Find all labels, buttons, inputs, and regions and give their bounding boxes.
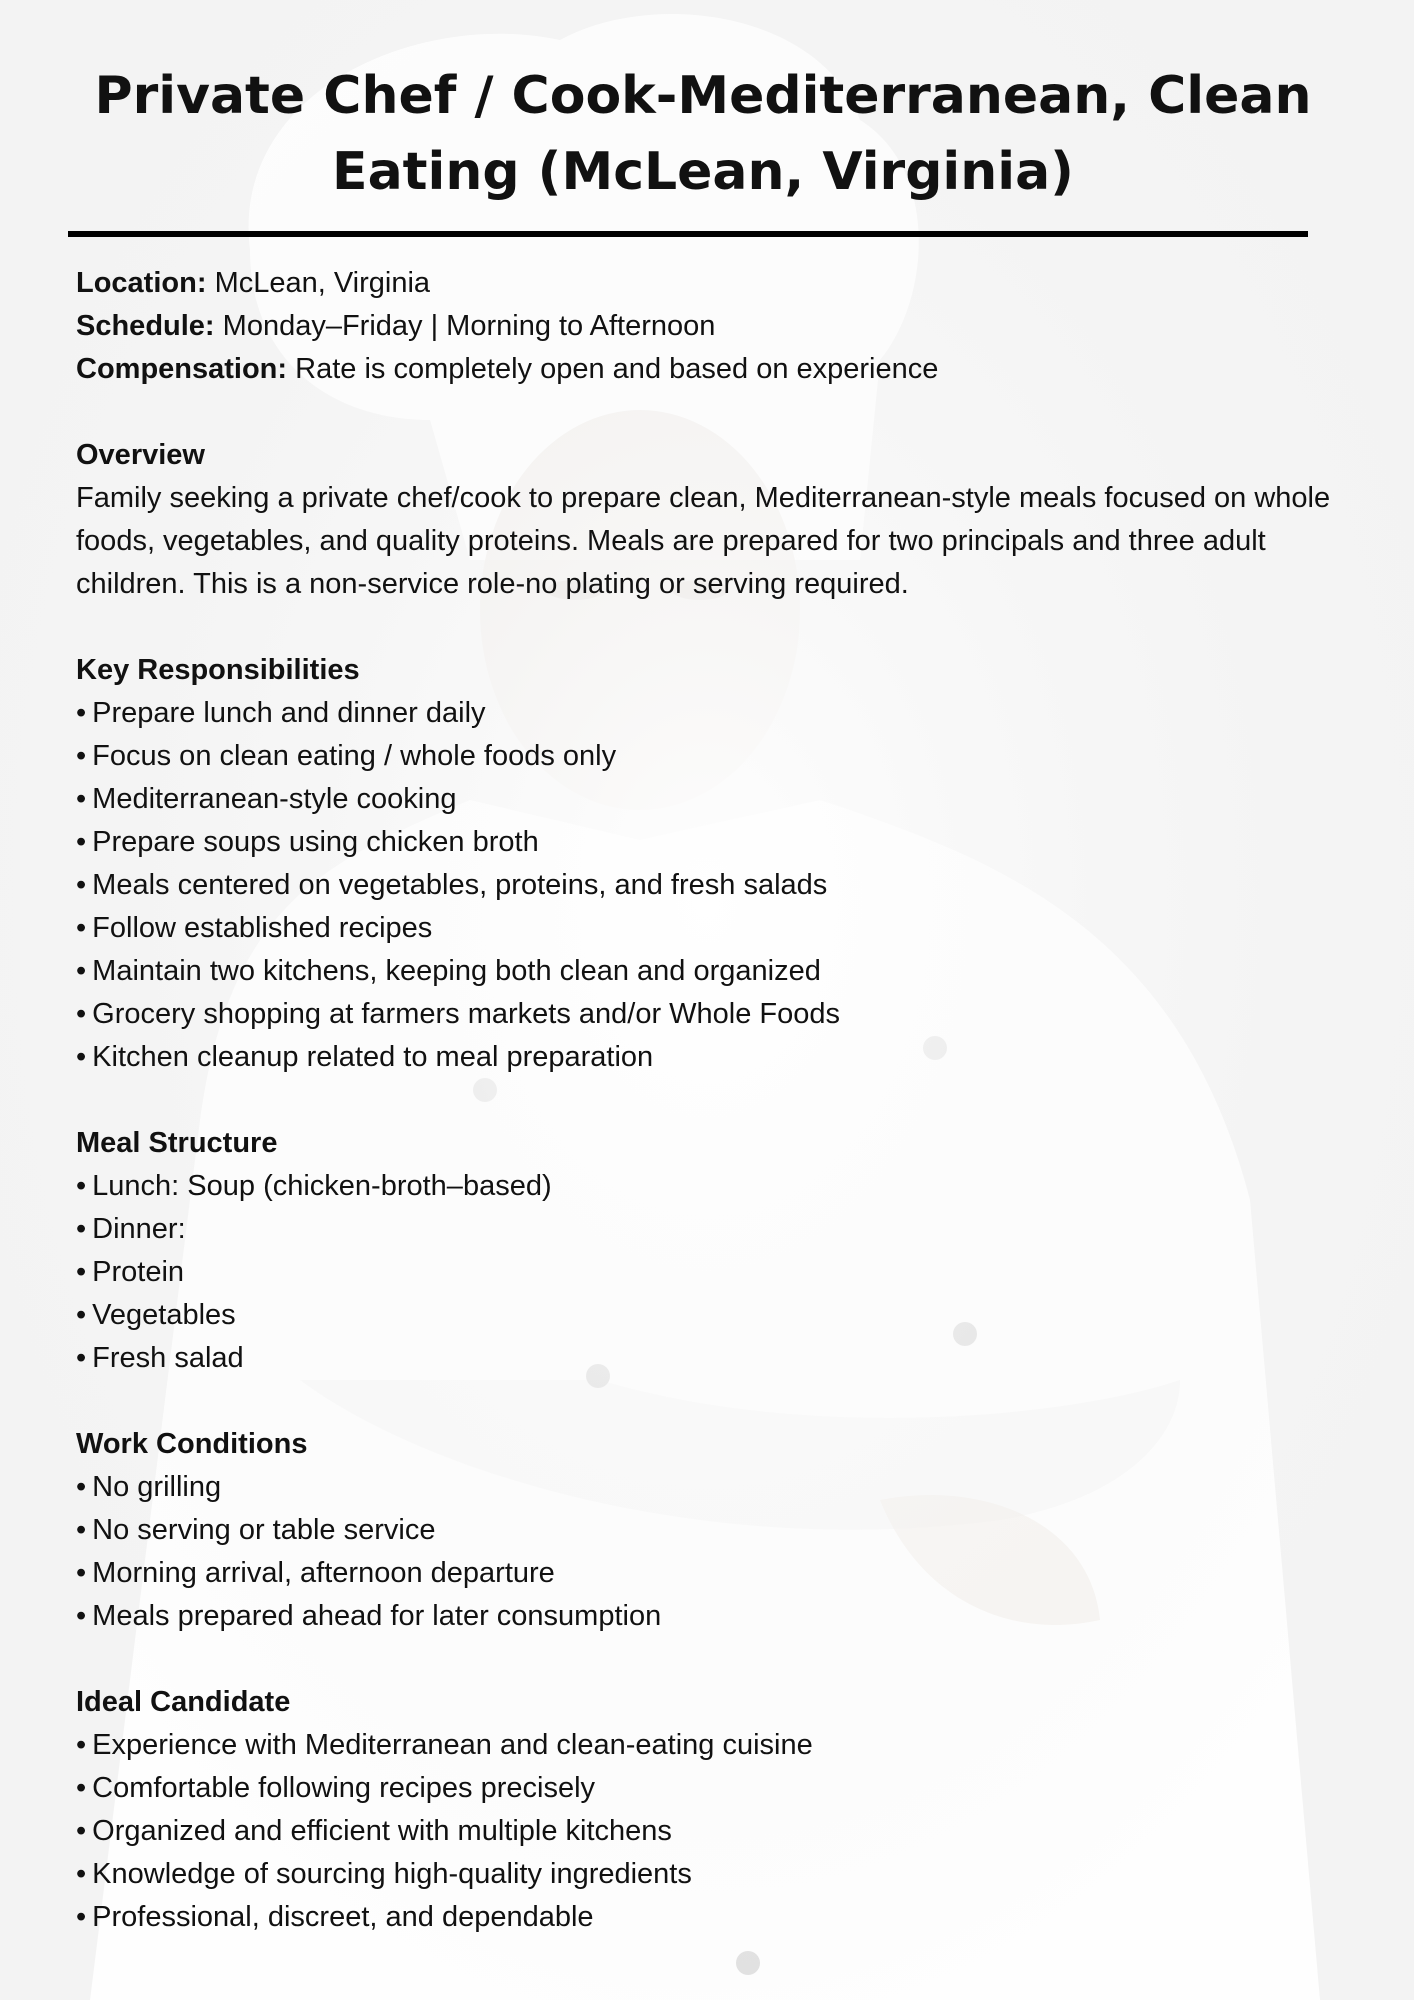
key-responsibilities-section bbox=[76, 649, 1336, 1079]
list-item: • Vegetables bbox=[76, 1294, 1336, 1337]
section-heading: Overview bbox=[76, 439, 205, 471]
list-item: • Maintain two kitchens, keeping both clean and organized bbox=[76, 950, 1336, 993]
posting-body bbox=[76, 262, 1336, 1939]
list-item: • Knowledge of sourcing high-quality ingredients bbox=[76, 1853, 1336, 1896]
detail-compensation bbox=[76, 348, 1336, 391]
detail-location bbox=[76, 262, 1336, 305]
detail-value: Rate is completely open and based on experience bbox=[295, 353, 939, 385]
section-heading: Key Responsibilities bbox=[76, 654, 360, 686]
list-item: • Protein bbox=[76, 1251, 1336, 1294]
work-conditions-section bbox=[76, 1423, 1336, 1638]
list-item: • Prepare soups using chicken broth bbox=[76, 821, 1336, 864]
list-item: • Meals prepared ahead for later consumption bbox=[76, 1595, 1336, 1638]
list-item: • No serving or table service bbox=[76, 1509, 1336, 1552]
list-item: • Professional, discreet, and dependable bbox=[76, 1896, 1336, 1939]
list-item: • Meals centered on vegetables, proteins, and fresh salads bbox=[76, 864, 1336, 907]
list-item: • Kitchen cleanup related to meal preparation bbox=[76, 1036, 1336, 1079]
overview-section bbox=[76, 434, 1336, 606]
section-heading: Ideal Candidate bbox=[76, 1686, 291, 1718]
list-item: • Mediterranean-style cooking bbox=[76, 778, 1336, 821]
section-heading: Work Conditions bbox=[76, 1428, 308, 1460]
list-item: • Grocery shopping at farmers markets and/or Whole Foods bbox=[76, 993, 1336, 1036]
overview-text: Family seeking a private chef/cook to prepare clean, Mediterranean-style meals focused on whole foods, vegetables, and quality proteins. Meals are prepared for two principals and three adult children. This is a non-service role-no plating or serving required. bbox=[76, 482, 1331, 600]
detail-label: Schedule: bbox=[76, 310, 215, 342]
list-item: • Comfortable following recipes precisely bbox=[76, 1767, 1336, 1810]
list-item: • Morning arrival, afternoon departure bbox=[76, 1552, 1336, 1595]
title-divider bbox=[68, 231, 1308, 237]
bullet-list bbox=[76, 1466, 1336, 1638]
list-item: • Dinner: bbox=[76, 1208, 1336, 1251]
detail-label: Location: bbox=[76, 267, 207, 299]
meal-structure-section bbox=[76, 1122, 1336, 1380]
list-item: • Experience with Mediterranean and clean-eating cuisine bbox=[76, 1724, 1336, 1767]
detail-label: Compensation: bbox=[76, 353, 288, 385]
section-heading: Meal Structure bbox=[76, 1127, 278, 1159]
list-item: • Organized and efficient with multiple kitchens bbox=[76, 1810, 1336, 1853]
list-item: • Lunch: Soup (chicken-broth–based) bbox=[76, 1165, 1336, 1208]
list-item: • No grilling bbox=[76, 1466, 1336, 1509]
list-item: • Focus on clean eating / whole foods only bbox=[76, 735, 1336, 778]
list-item: • Prepare lunch and dinner daily bbox=[76, 692, 1336, 735]
bullet-list bbox=[76, 1165, 1336, 1380]
bullet-list bbox=[76, 1724, 1336, 1939]
bullet-list bbox=[76, 692, 1336, 1079]
detail-schedule bbox=[76, 305, 1336, 348]
detail-value: McLean, Virginia bbox=[214, 267, 431, 299]
ideal-candidate-section bbox=[76, 1681, 1336, 1939]
details-block bbox=[76, 262, 1336, 391]
detail-value: Monday–Friday | Morning to Afternoon bbox=[222, 310, 716, 342]
list-item: • Fresh salad bbox=[76, 1337, 1336, 1380]
list-item: • Follow established recipes bbox=[76, 907, 1336, 950]
page-title: Private Chef / Cook-Mediterranean, Clean Eating (McLean, Virginia) bbox=[94, 66, 1312, 202]
